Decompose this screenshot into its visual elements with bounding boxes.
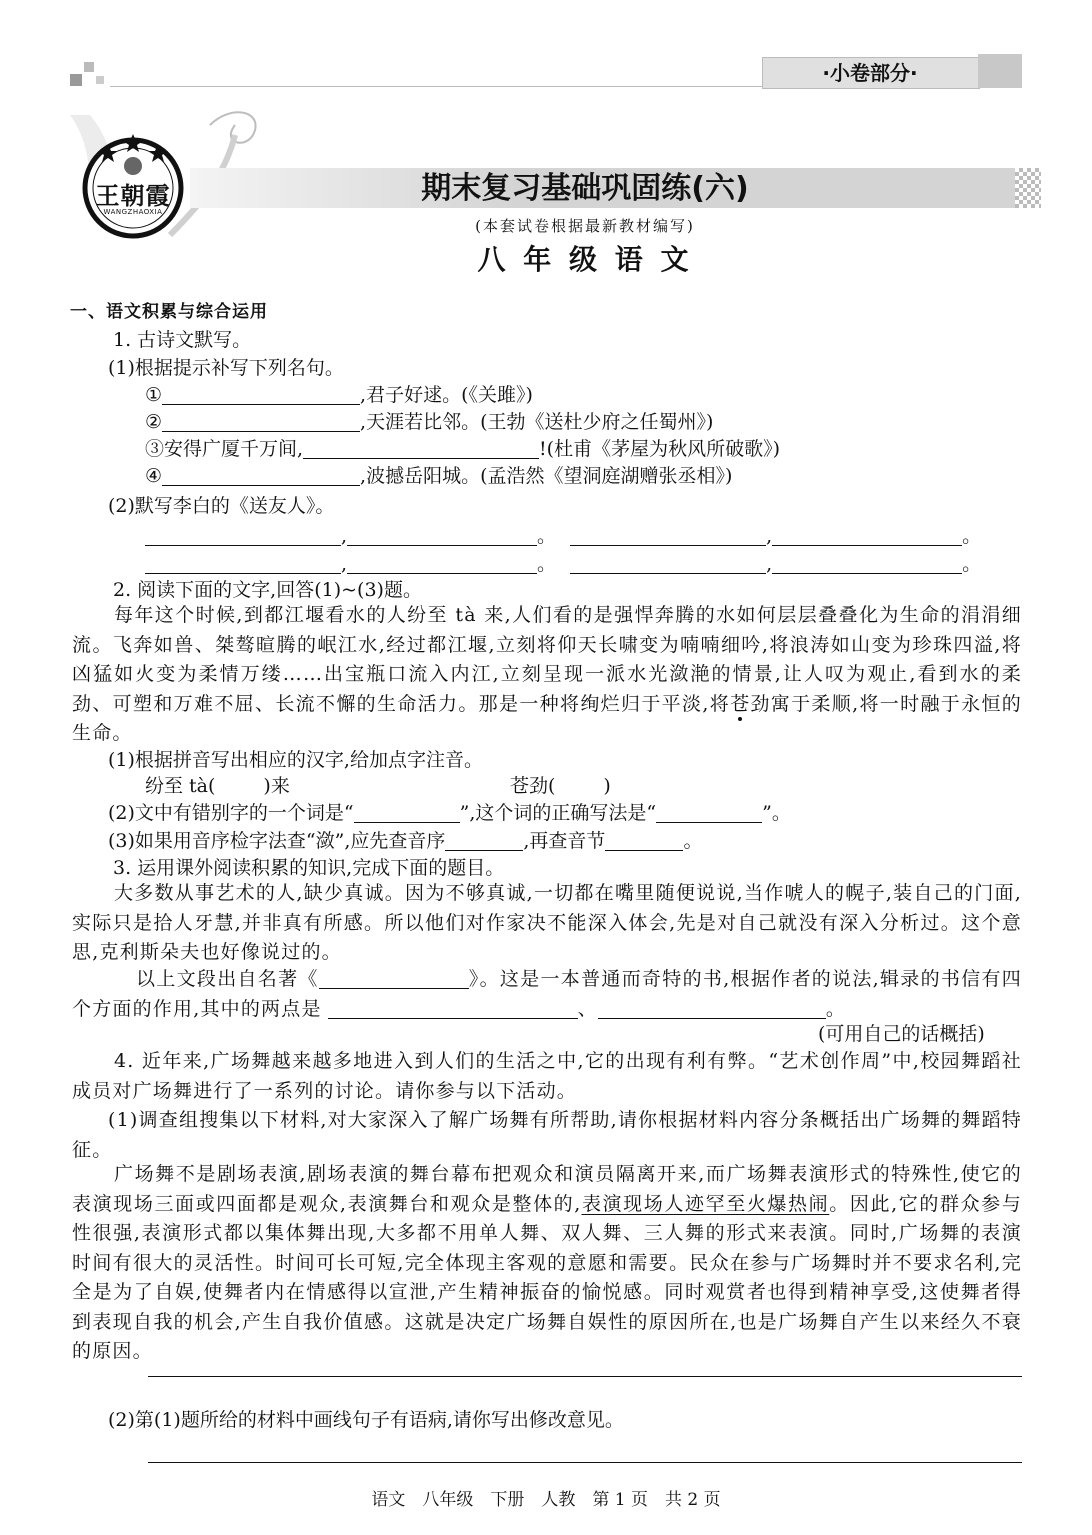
answer-blank[interactable] <box>303 440 539 459</box>
answer-blank[interactable] <box>598 1000 826 1019</box>
q3-note: (可用自己的话概括) <box>818 1023 985 1045</box>
q2-sub2: (2)文中有错别字的一个词是“ ”,这个词的正确写法是“ ”。 <box>108 802 791 824</box>
q2-sub1: (1)根据拼音写出相应的汉字,给加点字注音。 <box>108 749 483 771</box>
answer-blank[interactable] <box>445 832 523 851</box>
page-footer: 语文 八年级 下册 人教 第 1 页 共 2 页 <box>371 1490 721 1510</box>
banner-checker <box>1015 168 1041 208</box>
answer-blank[interactable] <box>605 832 683 851</box>
answer-blank[interactable] <box>570 555 766 574</box>
page-title: 期末复习基础巩固练(六) <box>421 171 749 206</box>
q1-item-1: ① ,君子好逑。(《关雎》) <box>145 384 533 406</box>
page-subtitle: (本套试卷根据最新教材编写) <box>475 217 695 235</box>
answer-blank[interactable] <box>145 555 341 574</box>
brand-tagline: WANGZHAOXIA <box>103 208 163 216</box>
q2-stem: 2. 阅读下面的文字,回答(1)~(3)题。 <box>113 579 422 601</box>
answer-blank[interactable] <box>162 413 360 432</box>
poem-blanks-row-1: , 。 , 。 <box>145 524 981 548</box>
section-label: ·小卷部分· <box>822 61 918 85</box>
answer-blank[interactable] <box>145 527 341 546</box>
q4-sub1: (1)调查组搜集以下材料,对大家深入了解广场舞有所帮助,请你根据材料内容分条概括出广场舞的舞蹈特征。 <box>72 1109 1022 1161</box>
q1-stem: 1. 古诗文默写。 <box>113 329 252 351</box>
answer-line[interactable] <box>148 1462 1022 1463</box>
corner-decoration <box>70 62 110 88</box>
q2-passage: 每年这个时候,到都江堰看水的人纷至 tà 来,人们看的是强悍奔腾的水如何层层叠叠化为生命的涓涓细流。飞奔如兽、桀骜暄腾的岷江水,经过都江堰,立刻将仰天长啸变为喃喃细吟,将浪涛如山变为珍珠四溢,将凶猛如火变为柔情万缕……出宝瓶口流入内江,立刻呈现一派水光潋滟的情景,让人叹为观止,看到水的柔劲、可塑和万难不屈、长流不懈的生命活力。那是一种将绚烂归于平淡,将苍劲寓于柔顺,将一时融于永恒的生命。 <box>72 604 1022 744</box>
answer-blank[interactable] <box>162 386 360 405</box>
answer-blank[interactable] <box>354 804 460 823</box>
q4-sub2: (2)第(1)题所给的材料中画线句子有语病,请你写出修改意见。 <box>108 1409 624 1431</box>
answer-blank[interactable] <box>319 970 469 989</box>
q3-stem: 3. 运用课外阅读积累的知识,完成下面的题目。 <box>113 857 505 879</box>
q1-sub1: (1)根据提示补写下列名句。 <box>108 357 344 379</box>
underlined-sentence: 表演现场人迹罕至火爆热闹 <box>581 1192 830 1215</box>
answer-blank[interactable] <box>772 555 962 574</box>
brand-name: 王朝霞 <box>95 181 171 210</box>
dotted-char: 苍 <box>730 692 751 715</box>
answer-blank[interactable] <box>162 467 360 486</box>
section-heading: 一、语文积累与综合运用 <box>70 302 268 322</box>
answer-blank[interactable] <box>772 527 962 546</box>
q1-sub2: (2)默写李白的《送友人》。 <box>108 495 335 517</box>
section-label-tab <box>978 54 1022 88</box>
answer-blank[interactable] <box>656 804 762 823</box>
answer-blank[interactable] <box>347 527 537 546</box>
poem-blanks-row-2: , 。 , 。 <box>145 552 981 576</box>
q4-stem: 4. 近年来,广场舞越来越多地进入到人们的生活之中,它的出现有利有弊。“艺术创作周”中,校园舞蹈社成员对广场舞进行了一系列的讨论。请你参与以下活动。 <box>72 1050 1022 1102</box>
answer-line[interactable] <box>148 1376 1022 1377</box>
q3-passage: 大多数从事艺术的人,缺少真诚。因为不够真诚,一切都在嘴里随便说说,当作唬人的幌子,装自己的门面,实际只是拾人牙慧,并非真有所感。所以他们对作家决不能深入体会,先是对自己就没有深入分析过。这个意思,克利斯朵夫也好像说过的。 <box>72 882 1022 963</box>
q3-question: 以上文段出自名著《 》。这是一本普通而奇特的书,根据作者的说法,辑录的书信有四个方面的作用,其中的两点是 、 。 <box>72 968 1022 1020</box>
brand-logo <box>78 130 188 240</box>
answer-blank[interactable] <box>570 527 766 546</box>
q4-material: 广场舞不是剧场表演,剧场表演的舞台幕布把观众和演员隔离开来,而广场舞表演形式的特殊性,使它的表演现场三面或四面都是观众,表演舞台和观众是整体的,表演现场人迹罕至火爆热闹。因此,它的群众参与性很强,表演形式都以集体舞出现,大多都不用单人舞、双人舞、三人舞的形式来表演。同时,广场舞的表演时间有很大的灵活性。时间可长可短,完全体现主客观的意愿和需要。民众在参与广场舞时并不要求名利,完全是为了自娱,使舞者内在情感得以宣泄,产生精神振奋的愉悦感。同时观赏者也得到精神享受,这使舞者得到表现自我的机会,产生自我价值感。这就是决定广场舞自娱性的原因所在,也是广场舞自产生以来经久不衰的原因。 <box>72 1163 1022 1362</box>
answer-blank[interactable] <box>347 555 537 574</box>
q1-item-4: ④ ,波撼岳阳城。(孟浩然《望洞庭湖赠张丞相》) <box>145 465 733 487</box>
q1-item-2: ② ,天涯若比邻。(王勃《送杜少府之任蜀州》) <box>145 411 714 433</box>
q2-fill-2: 苍劲( ) <box>510 775 611 797</box>
q1-item-3: ③安得广厦千万间, !(杜甫《茅屋为秋风所破歌》) <box>145 438 781 460</box>
subject-title: 八 年 级 语 文 <box>477 243 693 276</box>
q2-sub3: (3)如果用音序检字法查“潋”,应先查音序 ,再查音节 。 <box>108 830 703 852</box>
answer-blank[interactable] <box>328 1000 578 1019</box>
q2-fill-1: 纷至 tà( )来 <box>145 775 290 797</box>
